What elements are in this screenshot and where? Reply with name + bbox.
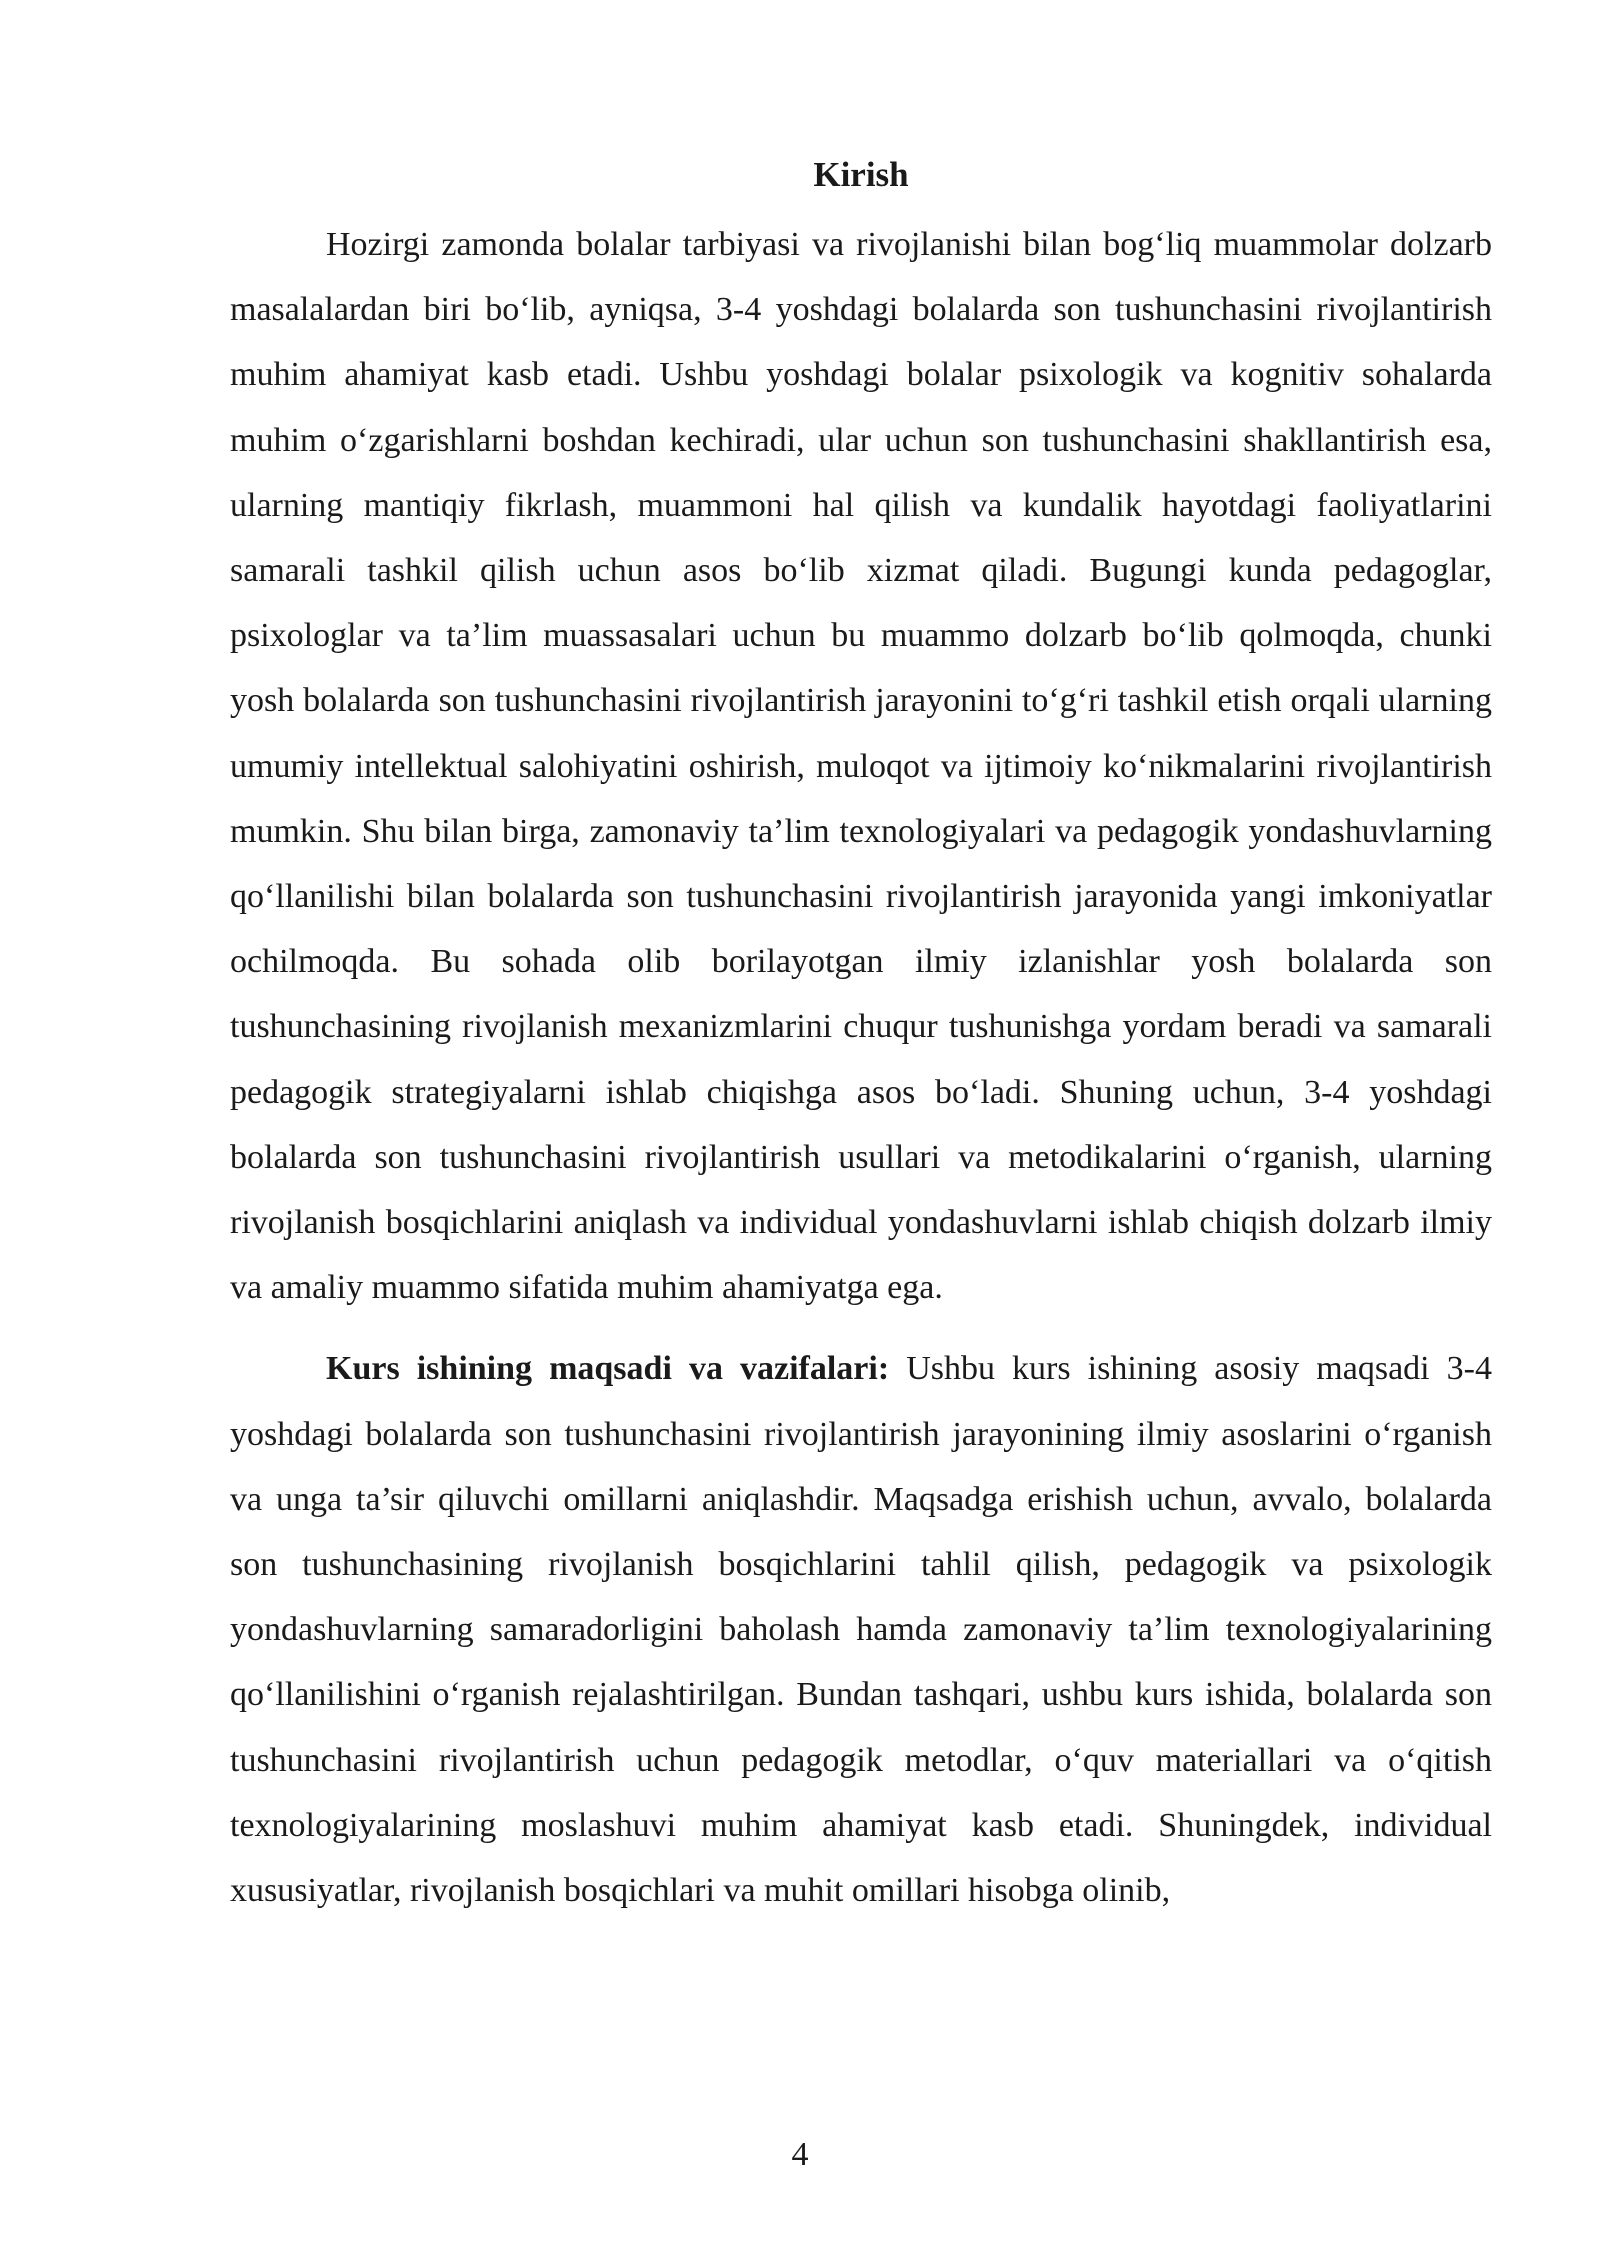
page-content	[230, 148, 1492, 1923]
intro-paragraph: Hozirgi zamonda bolalar tarbiyasi va rivojlanishi bilan bog‘liq muammolar dolzarb masalalardan biri bo‘lib, ayniqsa, 3-4 yoshdagi bolalarda son tushunchasini rivojlantirish muhim ahamiyat kasb etadi. Ushbu yoshdagi bolalar psixologik va kognitiv sohalarda muhim o‘zgarishlarni boshdan kechiradi, ular uchun son tushunchasini shakllantirish esa, ularning mantiqiy fikrlash, muammoni hal qilish va kundalik hayotdagi faoliyatlarini samarali tashkil qilish uchun asos bo‘lib xizmat qiladi. Bugungi kunda pedagoglar, psixologlar va ta’lim muassasalari uchun bu muammo dolzarb bo‘lib qolmoqda, chunki yosh bolalarda son tushunchasini rivojlantirish jarayonini to‘g‘ri tashkil etish orqali ularning umumiy intellektual salohiyatini oshirish, muloqot va ijtimoiy ko‘nikmalarini rivojlantirish mumkin. Shu bilan birga, zamonaviy ta’lim texnologiyalari va pedagogik yondashuvlarning qo‘llanilishi bilan bolalarda son tushunchasini rivojlantirish jarayonida yangi imkoniyatlar ochilmoqda. Bu sohada olib borilayotgan ilmiy izlanishlar yosh bolalarda son tushunchasining rivojlanish mexanizmlarini chuqur tushunishga yordam beradi va samarali pedagogik strategiyalarni ishlab chiqishga asos bo‘ladi. Shuning uchun, 3-4 yoshdagi bolalarda son tushunchasini rivojlantirish usullari va metodikalarini o‘rganish, ularning rivojlanish bosqichlarini aniqlash va individual yondashuvlarni ishlab chiqish dolzarb ilmiy va amaliy muammo sifatida muhim ahamiyatga ega.	[230, 226, 1492, 1307]
section-heading: Kirish	[813, 155, 909, 194]
goals-paragraph-body: Ushbu kurs ishining asosiy maqsadi 3-4 yoshdagi bolalarda son tushunchasini rivojlantirish jarayonining ilmiy asoslarini o‘rganish va unga ta’sir qiluvchi omillarni aniqlashdir. Maqsadga erishish uchun, avvalo, bolalarda son tushunchasining rivojlanish bosqichlarini tahlil qilish, pedagogik va psixologik yondashuvlarning samaradorligini baholash hamda zamonaviy ta’lim texnologiyalarining qo‘llanilishini o‘rganish rejalashtirilgan. Bundan tashqari, ushbu kurs ishida, bolalarda son tushunchasini rivojlantirish uchun pedagogik metodlar, o‘quv materiallari va o‘qitish texnologiyalarining moslashuvi muhim ahamiyat kasb etadi. Shuningdek, individual xususiyatlar, rivojlanish bosqichlari va muhit omillari hisobga olinib,	[230, 1350, 1492, 1910]
page-number: 4	[791, 2136, 809, 2173]
goals-paragraph	[230, 1336, 1492, 1923]
goals-paragraph-lead: Kurs ishining maqsadi va vazifalari:	[326, 1350, 890, 1388]
